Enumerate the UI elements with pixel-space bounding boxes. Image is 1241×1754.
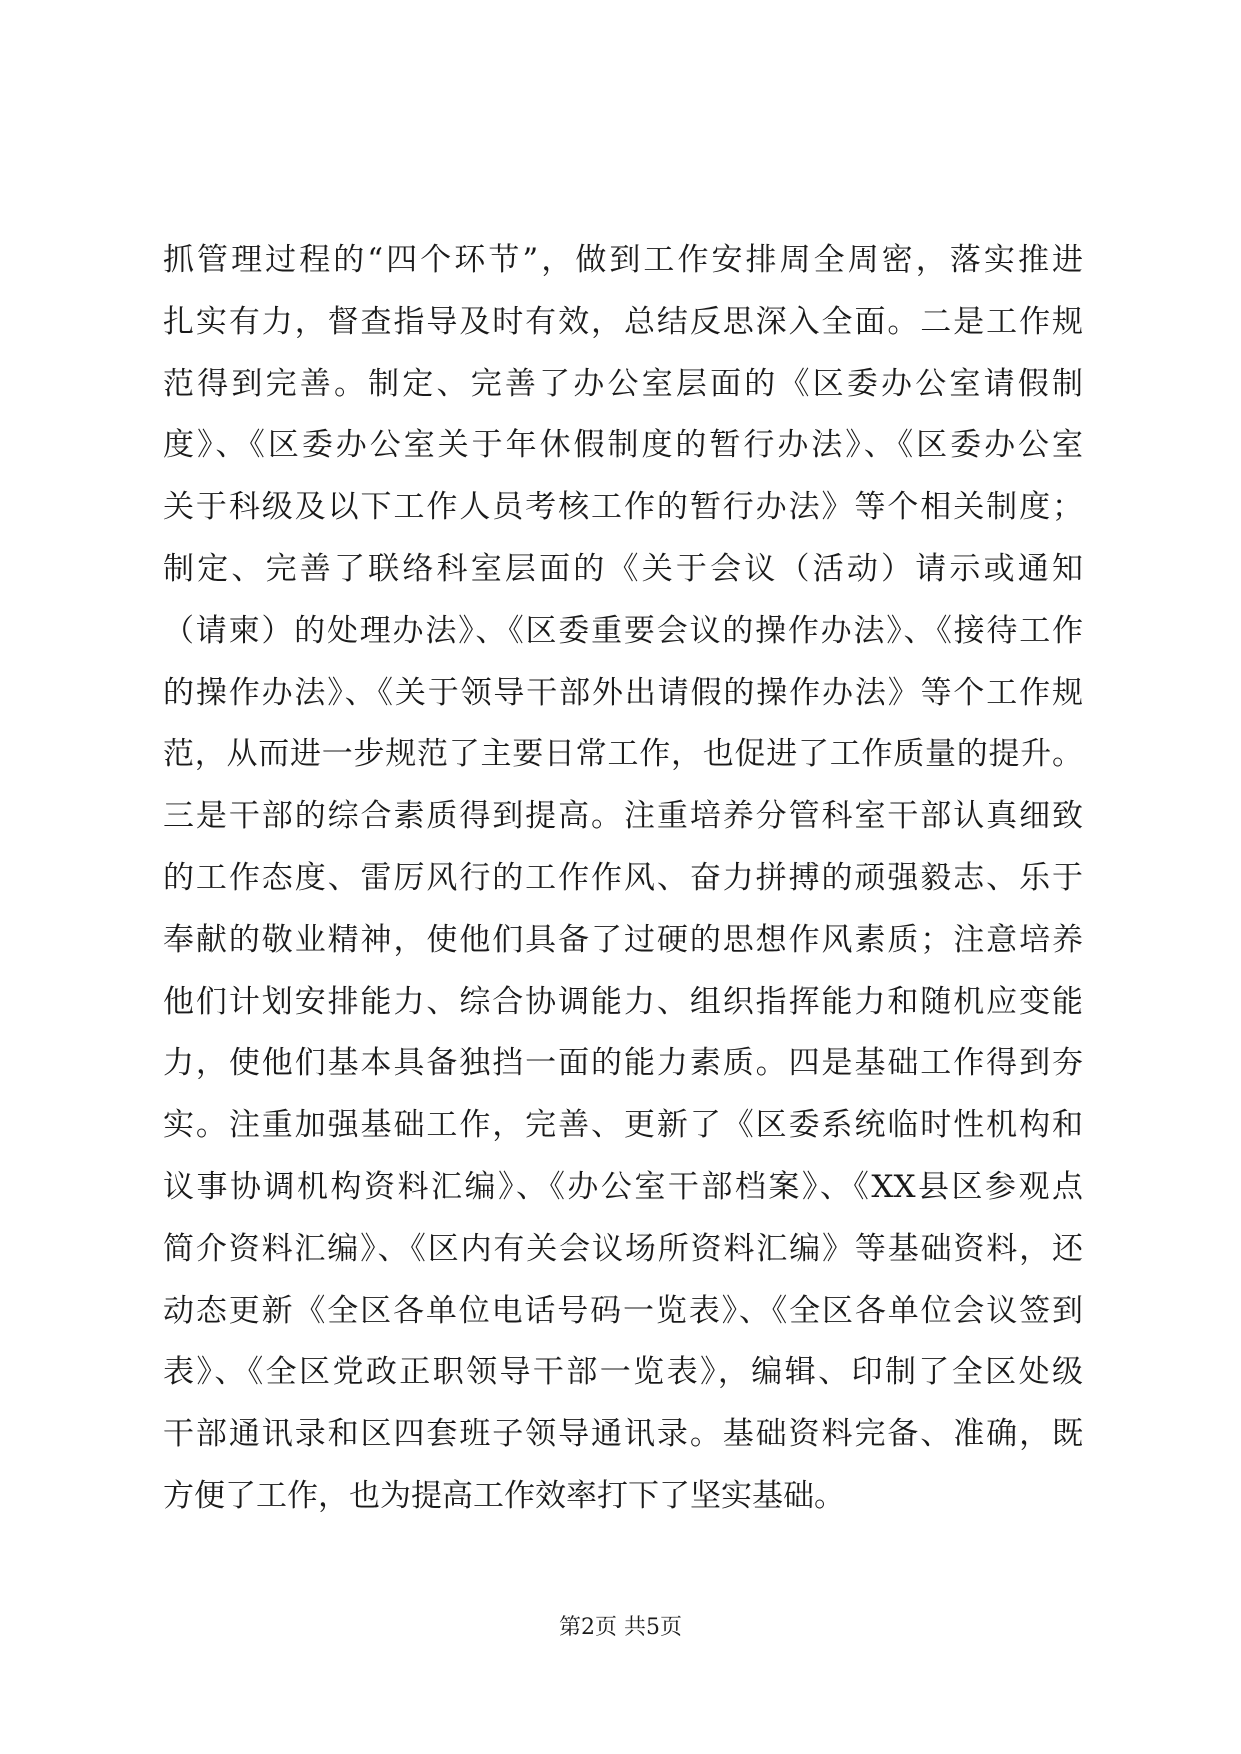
text-line: 度》、《区委办公室关于年休假制度的暂行办法》、《区委办公室	[163, 427, 1083, 464]
text-line: 实。注重加强基础工作，完善、更新了《区委系统临时性机构和	[163, 1107, 1083, 1144]
text-line: 范得到完善。制定、完善了办公室层面的《区委办公室请假制	[163, 365, 1083, 402]
text-line: 议事协调机构资料汇编》、《办公室干部档案》、《XX县区参观点	[163, 1168, 1083, 1205]
text-line: 方便了工作，也为提高工作效率打下了坚实基础。	[163, 1477, 845, 1514]
text-line: 他们计划安排能力、综合协调能力、组织指挥能力和随机应变能	[163, 983, 1083, 1020]
text-line: 奉献的敬业精神，使他们具备了过硬的思想作风素质；注意培养	[163, 921, 1083, 958]
text-line: 表》、《全区党政正职领导干部一览表》，编辑、印制了全区处级	[163, 1354, 1083, 1391]
page-number: 第2页 共5页	[559, 1615, 682, 1640]
text-line: 干部通讯录和区四套班子领导通讯录。基础资料完备、准确，既	[163, 1416, 1083, 1453]
text-line: 力，使他们基本具备独挡一面的能力素质。四是基础工作得到夯	[163, 1045, 1083, 1082]
text-line: 制定、完善了联络科室层面的《关于会议（活动）请示或通知	[163, 550, 1083, 587]
body-text	[163, 230, 1083, 1528]
text-line: 三是干部的综合素质得到提高。注重培养分管科室干部认真细致	[163, 798, 1083, 835]
text-line: 范，从而进一步规范了主要日常工作，也促进了工作质量的提升。	[163, 736, 1083, 773]
text-line: （请柬）的处理办法》、《区委重要会议的操作办法》、《接待工作	[163, 612, 1083, 649]
text-line: 的操作办法》、《关于领导干部外出请假的操作办法》等个工作规	[163, 674, 1083, 711]
text-line: 抓管理过程的“四个环节”，做到工作安排周全周密，落实推进	[163, 242, 1083, 278]
text-line: 动态更新《全区各单位电话号码一览表》、《全区各单位会议签到	[163, 1292, 1083, 1329]
text-line: 的工作态度、雷厉风行的工作作风、奋力拼搏的顽强毅志、乐于	[163, 859, 1083, 896]
text-line: 简介资料汇编》、《区内有关会议场所资料汇编》等基础资料，还	[163, 1230, 1083, 1267]
text-line: 关于科级及以下工作人员考核工作的暂行办法》等个相关制度；	[163, 489, 1083, 526]
text-line: 扎实有力，督查指导及时有效，总结反思深入全面。二是工作规	[163, 303, 1083, 340]
